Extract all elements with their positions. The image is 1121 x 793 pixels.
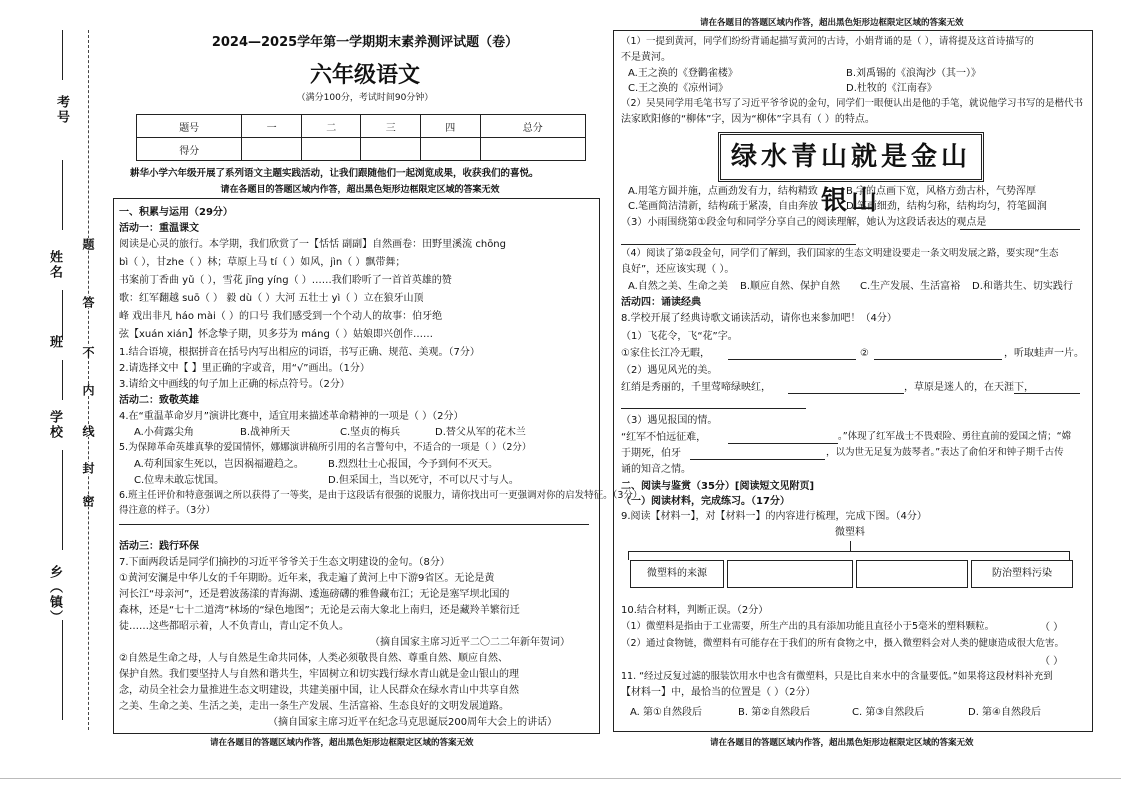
intro-text: 耕华小学六年级开展了系列语文主题实践活动，让我们跟随他们一起浏览成果，收获我们的喜悦。: [130, 168, 539, 179]
fill-line: “红军不怕远征难，: [621, 432, 707, 443]
source-note: （摘自国家主席习近平在纪念马克思诞辰200周年大会上的讲话）: [268, 717, 558, 728]
question-9: 9.阅读【材料一】，对【材料一】的内容进行梳理，完成下图。（4分）: [621, 511, 927, 522]
question-10-2: （2）通过食物链，微塑料有可能存在于我们的所有食物之中，摄入微塑料会对人类的健康造成很大危害。: [621, 638, 1065, 649]
option-c[interactable]: C.坚贞的梅兵: [340, 427, 401, 438]
mindmap-blank-box[interactable]: [856, 560, 968, 588]
answer-area-warning: 请在各题目的答题区域内作答，超出黑色矩形边框限定区域的答案无效: [210, 738, 474, 748]
question-4: 4.在“重温革命岁月”演讲比赛中，适宜用来描述革命精神的一项是（ ）（2分）: [119, 411, 464, 422]
fill-line: 诵的知音之情。: [621, 464, 691, 475]
option-d[interactable]: D.替父从军的花木兰: [435, 427, 526, 438]
answer-line[interactable]: [960, 229, 1080, 230]
exam-note: （满分100分，考试时间90分钟）: [296, 93, 434, 103]
answer-paren[interactable]: （ ）: [1040, 656, 1064, 667]
seal-dashed-line: [88, 30, 89, 730]
passage-line: 歌：红军翻越 suō（ ） 毅 dù（ ）大河 五壮士 yì（ ）立在狼牙山顶: [119, 293, 424, 304]
option-a[interactable]: A.苟利国家生死以，岂因祸福避趋之。: [134, 459, 304, 470]
option-b[interactable]: B.刘禹锡的《浪淘沙（其一）》: [846, 68, 982, 79]
score-cell[interactable]: [242, 138, 302, 161]
fill-line: ①家住长江冷无暇，: [621, 348, 710, 359]
passage-line: ②自然是生命之母，人与自然是生命共同体，人类必须敬畏自然、尊重自然、顺应自然、: [119, 653, 508, 664]
score-table: [136, 114, 586, 161]
seal-char: 密: [81, 495, 95, 507]
answer-line[interactable]: [874, 359, 1002, 360]
question-7: 7.下面两段话是同学们摘抄的习近平爷爷关于生态文明建设的金句。（8分）: [119, 557, 450, 568]
page-edge-line: [0, 778, 1121, 779]
kaohao-line-2: [62, 160, 63, 230]
passage-line: 河长江“母亲河”，还是碧波荡漾的青海湖、逶迤磅礴的雅鲁藏布江；无论是塞罕坝北国的: [119, 589, 510, 600]
fill-line: 红绡是秀丽的，千里莺啼绿映红，: [621, 382, 771, 393]
score-cell: 总分: [480, 115, 585, 138]
passage-line: bì（ ），甘zhe（ ）林；草原上马 tí（ ）如风，jìn（ ）飘带舞；: [119, 257, 406, 268]
seal-char: 题: [81, 238, 95, 250]
score-cell: 三: [361, 115, 421, 138]
question-3: 3.请给文中画线的句子加上正确的标点符号。（2分）: [119, 379, 350, 390]
xiangzhen-label: 乡（镇）: [47, 565, 62, 625]
option-c[interactable]: C.生产发展、生活富裕: [860, 281, 961, 292]
subject-title: 六年级语文: [309, 62, 420, 88]
mindmap-blank-box[interactable]: [727, 560, 853, 588]
passage-line: 弦【xuán xián】怀念挚子期，贝多芬为 máng（ ）姑娘即兴创作……: [119, 329, 433, 340]
question-6-cont: 得注意的样子。（3分）: [119, 505, 216, 516]
question-1: 1.结合语境，根据拼音在括号内写出相应的词语，书写正确、规范、美观。（7分）: [119, 347, 480, 358]
question-7-1-cont: 不是黄河。: [621, 52, 671, 63]
question-7-4: （4）阅读了第②段金句，同学们了解到，我们国家的生态文明建设要走一条文明发展之路，要实现“生态: [621, 248, 1059, 259]
score-cell[interactable]: [421, 138, 481, 161]
kaohao-line: [62, 30, 63, 80]
score-cell[interactable]: [361, 138, 421, 161]
option-b[interactable]: B.战神所天: [240, 427, 291, 438]
mindmap-connector: [850, 541, 851, 551]
answer-line[interactable]: [690, 459, 825, 460]
question-7-4-cont: 良好”，还应该实现（ ）。: [621, 264, 735, 275]
section-heading: 一、积累与运用（29分）: [119, 207, 233, 218]
seal-char: 答: [81, 296, 95, 308]
option-d[interactable]: D.但采国土，当以死守，不可以尺寸与人。: [328, 475, 519, 486]
question-11: 11. “经过反复过滤的服装饮用水中也含有微塑料，只是比自来水中的含量要低。”如果将这段材料补充到: [621, 671, 1053, 682]
option-a[interactable]: A.自然之美、生命之美: [628, 281, 728, 292]
score-cell: 一: [242, 115, 302, 138]
passage-line: 保护自然。我们要坚持人与自然和谐共生，牢固树立和切实践行绿水青山就是金山银山的理: [119, 669, 519, 680]
source-note: （摘自国家主席习近平二〇二二年新年贺词）: [370, 637, 570, 648]
ban-label: 班: [47, 335, 62, 350]
question-2: 2.请选择文中【 】里正确的字或音，用“√”画出。（1分）: [119, 363, 370, 374]
option-b[interactable]: B.烈烈壮士心报国，今予到何不灭天。: [328, 459, 499, 470]
activity-heading: 活动二：致敬英雄: [119, 395, 199, 406]
question-5: 5.为保障革命英雄真挚的爱国情怀，娜娜演讲稿所引用的名言警句中，不适合的一项是（ ）（2分）: [119, 442, 532, 453]
fill-line: ，草原是迷人的，在天涯下，: [904, 382, 1034, 393]
activity-heading: 活动四：诵读经典: [621, 297, 701, 308]
question-8-1: （1）飞花令，飞“花”字。: [621, 331, 738, 342]
question-11-cont: 【材料一】中，最恰当的位置是（ ）（2分）: [621, 687, 816, 698]
answer-line[interactable]: [728, 443, 838, 444]
option-c[interactable]: C.位卑未敢忘忧国。: [134, 475, 225, 486]
score-cell: 二: [301, 115, 361, 138]
exam-title: 2024—2025学年第一学期期末素养测评试题（卷）: [211, 35, 519, 50]
answer-area-warning: 请在各题目的答题区域内作答，超出黑色矩形边框限定区域的答案无效: [710, 738, 974, 748]
question-10-1: （1）微塑料是指由于工业需要，所生产出的具有添加功能且直径小于5毫米的塑料颗粒。: [621, 621, 995, 632]
question-7-2: （2）吴昊同学用毛笔书写了习近平爷爷说的金句，同学们一眼便认出是他的手笔，就说他学习书写的是楷代书: [621, 98, 1084, 109]
passage-line: 徒……这些都昭示着，人不负青山，青山定不负人。: [119, 621, 349, 632]
option-a[interactable]: A.小荷露尖角: [134, 427, 194, 438]
mindmap-box: 防治塑料污染: [971, 560, 1073, 588]
subsection-heading: （一）阅读材料，完成练习。（17分）: [621, 496, 790, 507]
option-d[interactable]: D.和谐共生、切实践行: [972, 281, 1073, 292]
answer-area-warning: 请在各题目的答题区域内作答，超出黑色矩形边框限定区域的答案无效: [220, 185, 500, 195]
fill-line: ，听取蛙声一片。: [1004, 348, 1084, 359]
option-d[interactable]: D. 第④自然段后: [968, 707, 1042, 718]
answer-line[interactable]: [1014, 393, 1080, 394]
question-6: 6.班主任评价和特意强调之所以获得了一等奖，是由于这段话有很强的说服力，请你找出可一更强调对你的启发特征。（3分）: [119, 490, 643, 501]
option-b[interactable]: B. 第②自然段后: [738, 707, 811, 718]
answer-paren[interactable]: （ ）: [1040, 622, 1064, 633]
xuexiao-label: 学校: [47, 410, 62, 440]
option-c[interactable]: C.笔画简洁清新，结构疏于紧凑，自由奔放: [628, 201, 819, 212]
question-8-3: （3）遇见报国的情。: [621, 415, 718, 426]
option-a[interactable]: A. 第①自然段后: [630, 707, 702, 718]
mindmap-bracket: [628, 551, 1070, 560]
option-c[interactable]: C.王之涣的《凉州词》: [628, 83, 729, 94]
answer-line[interactable]: [621, 244, 856, 245]
answer-line[interactable]: [788, 393, 904, 394]
passage-line: 峰 戏出非凡 háo mài（ ）的口号 我们感受到一个个动人的故事：伯牙绝: [119, 311, 443, 322]
activity-heading: 活动三：践行环保: [119, 541, 199, 552]
passage-line: 书案前丁香曲 yǔ（ ），雪花 jīng yíng（ ）……我们聆听了一首首英雄的赞: [119, 275, 452, 286]
mindmap-box: 微塑料的来源: [630, 560, 724, 588]
score-cell[interactable]: [301, 138, 361, 161]
seal-char: 内: [81, 384, 95, 396]
option-b[interactable]: B.字的点画下宽，风格方劲古朴，气势浑厚: [846, 186, 1037, 197]
question-10: 10.结合材料，判断正误。（2分）: [621, 605, 769, 616]
section-heading: 二、阅读与鉴赏（35分）[阅读短文见附页]: [621, 481, 815, 492]
fill-line: 。”体现了红军战士不畏艰险、勇往直前的爱国之情；“嫦: [838, 431, 1072, 442]
xiangzhen-line: [62, 620, 63, 720]
ban-line: [62, 360, 63, 400]
passage-line: 森林，还是“七十二道湾”林场的“绿色地图”；无论是云南大象北上南归，还是藏羚羊繁衍迁: [119, 605, 520, 616]
seal-char: 封: [81, 462, 95, 474]
passage-line: 念，动员全社会力量推进生态文明建设，共建美丽中国，让人民群众在绿水青山中共享自然: [119, 685, 519, 696]
score-cell[interactable]: [480, 138, 585, 161]
answer-area-warning: 请在各题目的答题区域内作答，超出黑色矩形边框限定区域的答案无效: [700, 18, 964, 28]
option-a[interactable]: A.王之涣的《登鹳雀楼》: [628, 68, 738, 79]
option-d[interactable]: D.笔画细劲，结构匀称，结构均匀，符笔圆润: [846, 201, 1047, 212]
answer-line[interactable]: [621, 408, 806, 409]
seal-char: 不: [81, 346, 95, 358]
answer-line[interactable]: [119, 524, 589, 525]
option-c[interactable]: C. 第③自然段后: [852, 707, 925, 718]
score-cell: 题号: [137, 115, 242, 138]
xuexiao-line: [62, 450, 63, 550]
calligraphy-banner: 绿水青山就是金山银山: [718, 132, 984, 182]
kaohao-label: 考号: [54, 95, 69, 125]
question-8-2: （2）遇见风光的美。: [621, 365, 718, 376]
mindmap-root: 微塑料: [835, 527, 865, 538]
fill-line: ，以为世无足复为鼓琴者。”表达了俞伯牙和钟子期千古传: [826, 447, 1064, 458]
activity-heading: 活动一：重温课文: [119, 223, 199, 234]
passage-line: 阅读是心灵的旅行。本学期，我们欣赏了一【恬恬 副副】自然画卷：田野里溪流 chōng: [119, 239, 506, 250]
xingming-label: 姓名: [47, 250, 62, 280]
answer-line[interactable]: [728, 359, 856, 360]
question-7-2-cont: 法家欧阳修的“柳体”字，因为“柳体”字具有（ ）的特点。: [621, 114, 875, 125]
seal-char: 线: [81, 425, 95, 437]
circled-two: ②: [860, 348, 869, 359]
question-8: 8.学校开展了经典诗歌文诵读活动，请你也来参加吧！（4分）: [621, 313, 897, 324]
question-7-3: （3）小雨围绕第①段金句和同学分享自己的阅读理解，她认为这段话表达的观点是: [621, 217, 987, 228]
option-a[interactable]: A.用笔方圆并施，点画劲发有力，结构精致: [628, 186, 818, 197]
option-b[interactable]: B.顺应自然、保护自然: [740, 281, 841, 292]
score-cell: 得分: [137, 138, 242, 161]
xingming-line: [62, 290, 63, 340]
passage-line: ①黄河安澜是中华儿女的千年期盼。近年来，我走遍了黄河上中下游9省区。无论是黄: [119, 573, 495, 584]
passage-line: 之美、生命之美、生活之美，走出一条生产发展、生活富裕、生态良好的文明发展道路。: [119, 701, 509, 712]
score-cell: 四: [421, 115, 481, 138]
fill-line: 于期死，伯牙: [621, 448, 681, 459]
question-7-1: （1）一提到黄河，同学们纷纷背诵起描写黄河的古诗，小娟背诵的是（ ），请将提及这首诗描写的: [621, 36, 1034, 47]
option-d[interactable]: D.杜牧的《江南春》: [846, 83, 937, 94]
